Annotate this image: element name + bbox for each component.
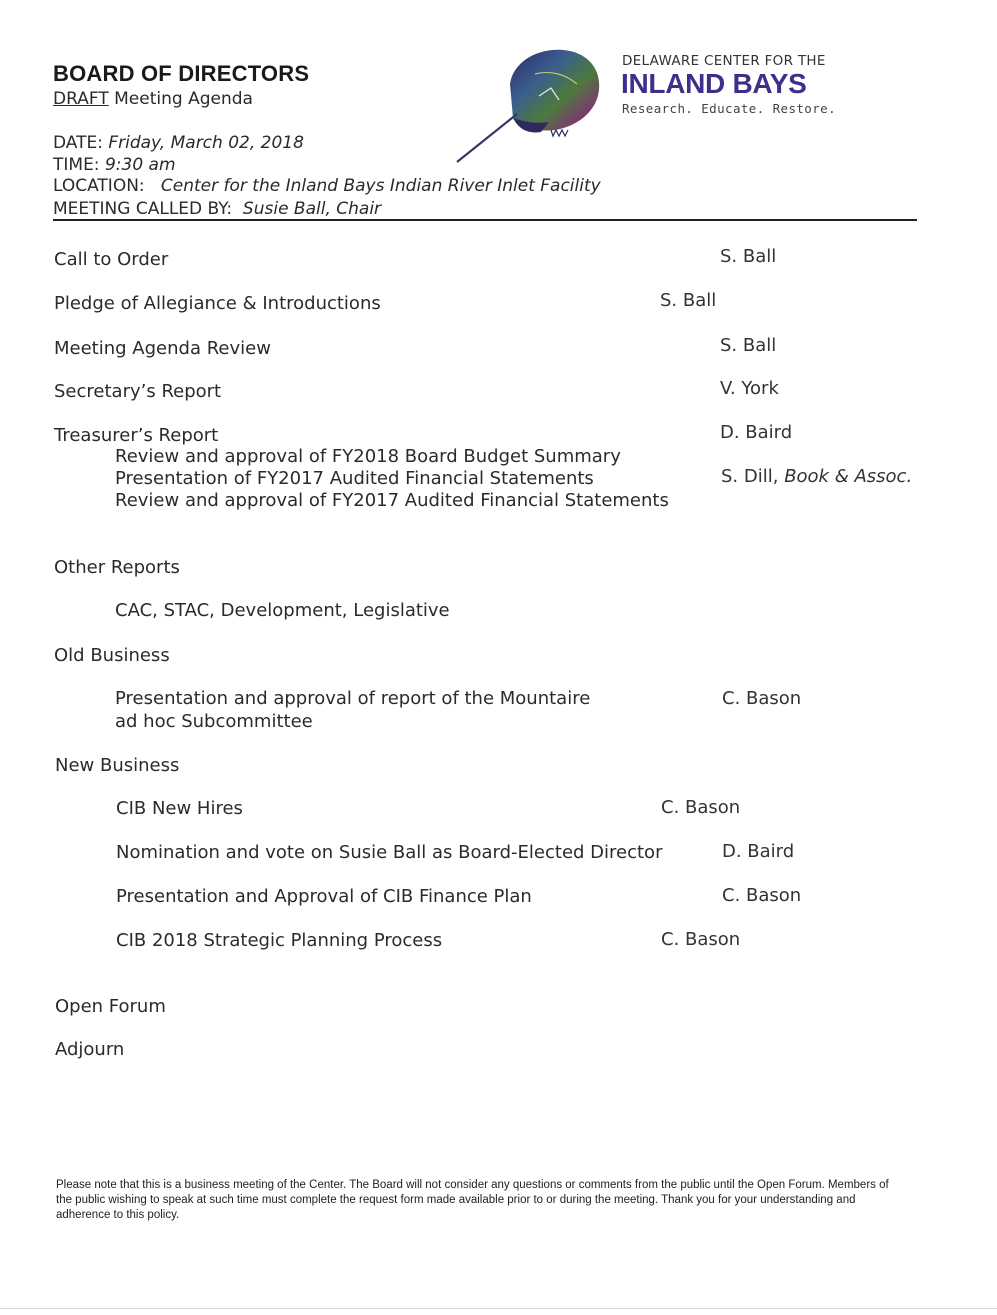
presenter-pledge: S. Ball (660, 290, 717, 311)
presenter-finance-plan: C. Bason (722, 885, 802, 906)
presenter-agenda-review: S. Ball (720, 335, 777, 356)
location-label: LOCATION: (53, 176, 161, 196)
treasurer-subitem-approval: Review and approval of FY2017 Audited Financial Statements (115, 490, 669, 511)
agenda-new-business: New Business (55, 755, 180, 776)
presenter-old-business: C. Bason (722, 688, 802, 709)
new-business-strategic-planning: CIB 2018 Strategic Planning Process (116, 930, 443, 951)
old-business-subitem-line1: Presentation and approval of report of the Mountaire (115, 688, 591, 709)
presenter-secretary: V. York (720, 378, 779, 399)
meeting-time (53, 155, 176, 175)
new-business-new-hires: CIB New Hires (116, 798, 243, 819)
agenda-call-to-order: Call to Order (54, 249, 169, 270)
presenter-call-to-order: S. Ball (720, 246, 777, 267)
org-name: INLAND BAYS (621, 68, 807, 99)
org-tagline: Research. Educate. Restore. (622, 101, 836, 116)
date-label: DATE: (53, 133, 109, 153)
agenda-pledge: Pledge of Allegiance & Introductions (54, 293, 381, 314)
called-by-label: MEETING CALLED BY: (53, 199, 243, 219)
other-reports-subitem: CAC, STAC, Development, Legislative (115, 600, 450, 621)
document-title: BOARD OF DIRECTORS (53, 61, 310, 86)
agenda-adjourn: Adjourn (55, 1039, 125, 1060)
location-value: Center for the Inland Bays Indian River Inlet Facility (160, 176, 601, 196)
page-edge-line (0, 1308, 997, 1309)
time-label: TIME: (53, 155, 105, 175)
agenda-open-forum: Open Forum (55, 996, 166, 1017)
new-business-finance-plan: Presentation and Approval of CIB Finance Plan (116, 886, 532, 907)
agenda-secretary-report: Secretary’s Report (54, 381, 222, 402)
meeting-called-by (53, 199, 381, 219)
treasurer-subitem-presentation: Presentation of FY2017 Audited Financial Statements (115, 468, 594, 489)
agenda-review: Meeting Agenda Review (54, 338, 271, 359)
subtitle-text: Meeting Agenda (108, 89, 253, 109)
footer-note: Please note that this is a business meeting of the Center. The Board will not consider any questions or comments from the public until the Open Forum. Members of the public wishing to speak at such time must complete the request form made available prior to or during the meeting. Thank you for your understanding and adherence to this policy. (56, 1179, 889, 1221)
agenda-old-business: Old Business (54, 645, 170, 666)
presenter-new-hires: C. Bason (661, 797, 741, 818)
org-line1: DELAWARE CENTER FOR THE (622, 53, 826, 69)
presenter-nomination: D. Baird (722, 841, 795, 862)
called-by-value: Susie Ball, Chair (242, 199, 382, 219)
presenter-audit-name: S. Dill, (721, 466, 785, 487)
presenter-treasurer: D. Baird (720, 422, 793, 443)
horseshoe-crab-logo (455, 44, 605, 164)
draft-label: DRAFT (53, 89, 109, 109)
meeting-location (53, 176, 601, 196)
document-subtitle (53, 89, 253, 109)
meeting-date (53, 133, 304, 153)
header-divider (53, 219, 917, 221)
treasurer-subitem-budget: Review and approval of FY2018 Board Budget Summary (115, 446, 621, 467)
time-value: 9:30 am (104, 155, 176, 175)
agenda-treasurer-report: Treasurer’s Report (54, 425, 219, 446)
agenda-other-reports: Other Reports (54, 557, 180, 578)
old-business-subitem-line2: ad hoc Subcommittee (115, 711, 313, 732)
new-business-nomination: Nomination and vote on Susie Ball as Board-Elected Director (116, 842, 663, 863)
date-value: Friday, March 02, 2018 (108, 133, 304, 153)
presenter-strategic-planning: C. Bason (661, 929, 741, 950)
presenter-audit (721, 466, 912, 487)
presenter-audit-firm: Book & Assoc. (784, 466, 913, 487)
